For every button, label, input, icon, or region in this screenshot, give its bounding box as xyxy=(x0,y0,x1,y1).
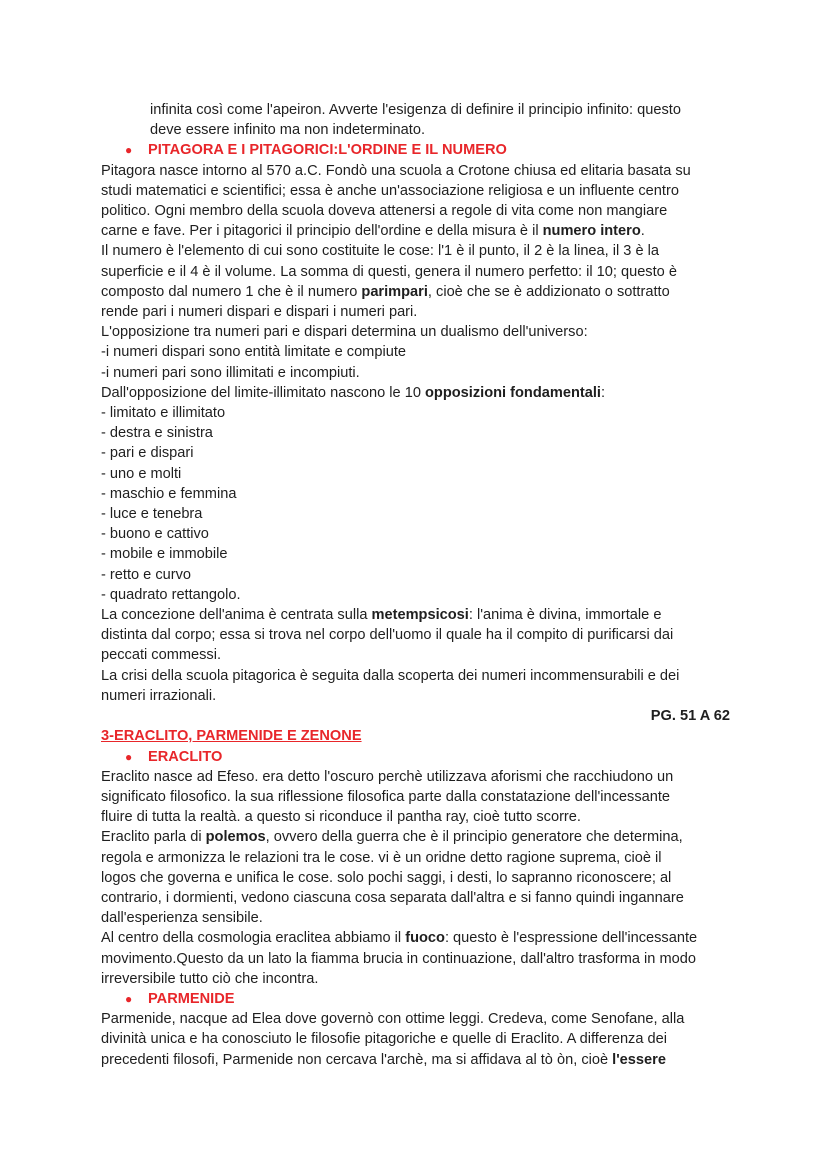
list-item: - luce e tenebra xyxy=(101,506,203,523)
text-line: contrario, i dormienti, vedono ciascuna cosa separata dall'altra e si fanno quindi ingannare xyxy=(101,889,684,906)
text-line: irreversibile tutto ciò che incontra. xyxy=(101,970,319,987)
list-item: - maschio e femmina xyxy=(101,485,237,502)
text-span: : l'anima è divina, immortale e xyxy=(468,607,662,624)
heading-pitagora-text: PITAGORA E I PITAGORICI:L'ORDINE E IL NUMERO xyxy=(148,142,507,159)
heading-eraclito-text: ERACLITO xyxy=(148,748,223,765)
list-item: - limitato e illimitato xyxy=(101,405,226,422)
bullet-icon: ● xyxy=(125,991,133,1006)
text-line: -i numeri dispari sono entità limitate e compiute xyxy=(101,344,406,361)
text-line: Eraclito nasce ad Efeso. era detto l'oscuro perchè utilizzava aforismi che racchiudono un xyxy=(101,768,674,785)
text-line: significato filosofico. la sua riflessione filosofica parte dalla constatazione dell'incessante xyxy=(101,788,671,805)
text-line: divinità unica e ha conosciuto le filosofie pitagoriche e quelle di Eraclito. A differenza dei xyxy=(101,1031,667,1048)
text-line: peccati commessi. xyxy=(101,647,222,664)
intro-line: deve essere infinito ma non indeterminato. xyxy=(150,122,426,139)
text-span: Dall'opposizione del limite-illimitato nascono le 10 xyxy=(101,384,426,401)
text-line: Il numero è l'elemento di cui sono costituite le cose: l'1 è il punto, il 2 è la linea, il 3 è la xyxy=(101,243,660,260)
text-line xyxy=(101,605,741,625)
list-item: - destra e sinistra xyxy=(101,425,213,442)
text-line xyxy=(101,1050,741,1070)
list-item: - retto e curvo xyxy=(101,566,192,583)
text-line: Pitagora nasce intorno al 570 a.C. Fondò una scuola a Crotone chiusa ed elitaria basata su xyxy=(101,162,691,179)
text-span: composto dal numero 1 che è il numero xyxy=(101,283,362,300)
text-line: rende pari i numeri dispari e dispari i numeri pari. xyxy=(101,304,418,321)
bold-term: fuoco xyxy=(405,930,445,947)
list-item: - pari e dispari xyxy=(101,445,194,462)
text-line: superficie e il 4 è il volume. La somma di questi, genera il numero perfetto: il 10; questo è xyxy=(101,263,677,280)
text-line: distinta dal corpo; essa si trova nel corpo dell'uomo il quale ha il compito di purificarsi dai xyxy=(101,627,674,644)
text-span: , cioè che se è addizionato o sottratto xyxy=(427,283,670,300)
intro-line: infinita così come l'apeiron. Avverte l'esigenza di definire il principio infinito: questo xyxy=(150,102,681,118)
bold-term: polemos xyxy=(205,829,266,846)
document-body xyxy=(101,100,741,1070)
text-span: Eraclito parla di xyxy=(101,829,206,846)
text-span: Al centro della cosmologia eraclitea abbiamo il xyxy=(101,930,406,947)
text-span: precedenti filosofi, Parmenide non cercava l'archè, ma si affidava al tò òn, cioè xyxy=(101,1051,613,1068)
text-line: numeri irrazionali. xyxy=(101,687,217,704)
text-line: logos che governa e unifica le cose. solo pochi saggi, i desti, lo sapranno riconoscere; al xyxy=(101,869,672,886)
heading-pitagora xyxy=(101,140,741,160)
text-line: L'opposizione tra numeri pari e dispari determina un dualismo dell'universo: xyxy=(101,324,588,341)
text-line xyxy=(101,282,741,302)
text-line: dall'esperienza sensibile. xyxy=(101,910,263,927)
bold-term: opposizioni fondamentali xyxy=(425,384,601,401)
text-span: . xyxy=(640,223,645,240)
text-line: Parmenide, nacque ad Elea dove governò con ottime leggi. Credeva, come Senofane, alla xyxy=(101,1011,685,1028)
text-line: politico. Ogni membro della scuola doveva attenersi a regole di vita come non mangiare xyxy=(101,203,668,220)
page-reference: PG. 51 A 62 xyxy=(650,708,730,725)
list-item: - mobile e immobile xyxy=(101,546,228,563)
text-line: studi matematici e scientifici; essa è anche un'associazione religiosa e un influente centro xyxy=(101,182,679,199)
section-title: 3-ERACLITO, PARMENIDE E ZENONE xyxy=(101,728,362,745)
text-line: -i numeri pari sono illimitati e incompiuti. xyxy=(101,364,360,381)
text-line xyxy=(101,221,741,241)
text-span: : questo è l'espressione dell'incessante xyxy=(444,930,698,947)
list-item: - buono e cattivo xyxy=(101,526,209,543)
text-line: La crisi della scuola pitagorica è seguita dalla scoperta dei numeri incommensurabili e dei xyxy=(101,667,680,684)
text-line xyxy=(101,383,741,403)
bullet-icon: ● xyxy=(125,143,133,158)
text-span: : xyxy=(600,384,606,401)
text-line xyxy=(101,827,741,847)
heading-parmenide-text: PARMENIDE xyxy=(148,990,235,1007)
text-line xyxy=(101,928,741,948)
text-line: regola e armonizza le relazioni tra le cose. vi è un oridne detto ragione suprema, cioè il xyxy=(101,849,662,866)
text-span: carne e fave. Per i pitagorici il principio dell'ordine e della misura è il xyxy=(101,223,543,240)
bold-term: parimpari xyxy=(361,283,428,300)
heading-eraclito xyxy=(101,747,741,767)
bold-term: l'essere xyxy=(612,1051,666,1068)
list-item: - quadrato rettangolo. xyxy=(101,586,241,603)
text-span: La concezione dell'anima è centrata sulla xyxy=(101,607,372,624)
text-line: movimento.Questo da un lato la fiamma brucia in continuazione, dall'altro trasforma in modo xyxy=(101,950,696,967)
bullet-icon: ● xyxy=(125,749,133,764)
bold-term: metempsicosi xyxy=(371,607,469,624)
bold-term: numero intero xyxy=(542,223,641,240)
text-line: fluire di tutta la realtà. a questo si riconduce il pantha ray, cioè tutto scorre. xyxy=(101,809,581,826)
heading-parmenide xyxy=(101,989,741,1009)
text-span: , ovvero della guerra che è il principio generatore che determina, xyxy=(265,829,683,846)
list-item: - uno e molti xyxy=(101,465,182,482)
